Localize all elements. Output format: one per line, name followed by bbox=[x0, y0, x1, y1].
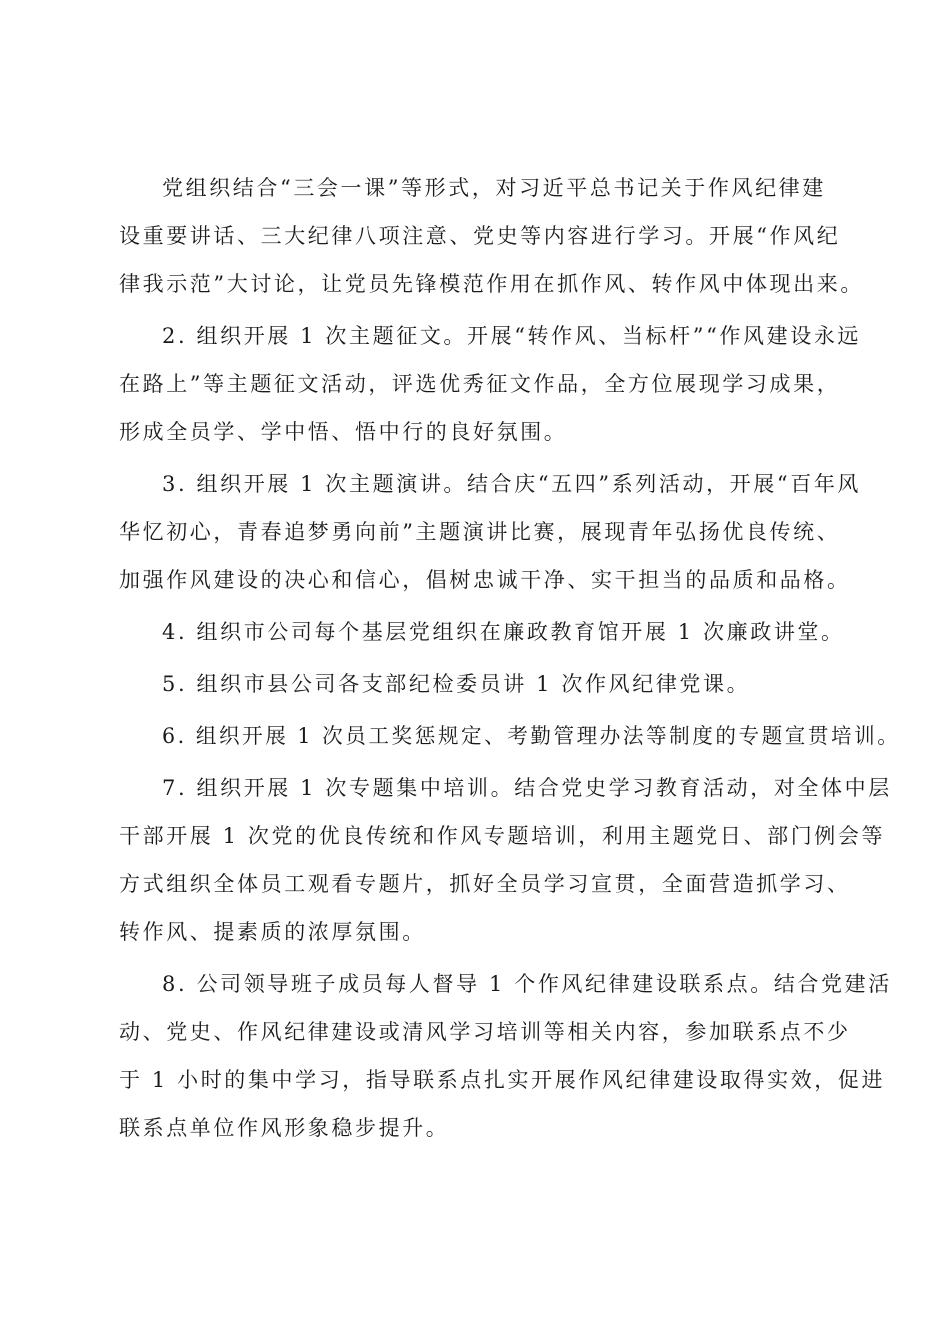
text-line: 5. 组织市县公司各支部纪检委员讲 1 次作风纪律党课。 bbox=[162, 672, 751, 696]
text-line: 7. 组织开展 1 次专题集中培训。结合党史学习教育活动，对全体中层 bbox=[162, 776, 892, 800]
text-line: 4. 组织市公司每个基层党组织在廉政教育馆开展 1 次廉政讲堂。 bbox=[162, 620, 845, 644]
text-line: 设重要讲话、三大纪律八项注意、党史等内容进行学习。开展“作风纪 bbox=[119, 224, 841, 248]
text-line: 律我示范”大讨论，让党员先锋模范作用在抓作风、转作风中体现出来。 bbox=[119, 272, 864, 296]
text-line: 形成全员学、学中悟、悟中行的良好氛围。 bbox=[119, 420, 568, 444]
text-line: 2. 组织开展 1 次主题征文。开展“转作风、当标杆”“作风建设永远 bbox=[162, 324, 862, 348]
text-line: 干部开展 1 次党的优良传统和作风专题培训，利用主题党日、部门例会等 bbox=[119, 824, 886, 848]
text-line: 动、党史、作风纪律建设或清风学习培训等相关内容，参加联系点不少 bbox=[119, 1020, 851, 1044]
text-line: 3. 组织开展 1 次主题演讲。结合庆“五四”系列活动，开展“百年风 bbox=[162, 472, 862, 496]
text-line: 于 1 小时的集中学习，指导联系点扎实开展作风纪律建设取得实效，促进 bbox=[119, 1068, 886, 1092]
text-line: 6. 组织开展 1 次员工奖惩规定、考勤管理办法等制度的专题宣贯培训。 bbox=[162, 724, 901, 748]
text-line: 8. 公司领导班子成员每人督导 1 个作风纪律建设联系点。结合党建活 bbox=[162, 972, 892, 996]
text-line: 转作风、提素质的浓厚氛围。 bbox=[119, 920, 426, 944]
text-line: 在路上”等主题征文活动，评选优秀征文作品，全方位展现学习成果， bbox=[119, 372, 841, 396]
text-line: 方式组织全体员工观看专题片，抓好全员学习宣贯，全面营造抓学习、 bbox=[119, 872, 851, 896]
text-line: 华忆初心，青春追梦勇向前”主题演讲比赛，展现青年弘扬优良传统、 bbox=[119, 520, 841, 544]
text-line: 党组织结合“三会一课”等形式，对习近平总书记关于作风纪律建 bbox=[162, 176, 826, 200]
text-line: 加强作风建设的决心和信心，倡树忠诚干净、实干担当的品质和品格。 bbox=[119, 568, 851, 592]
text-line: 联系点单位作风形象稳步提升。 bbox=[119, 1116, 450, 1140]
